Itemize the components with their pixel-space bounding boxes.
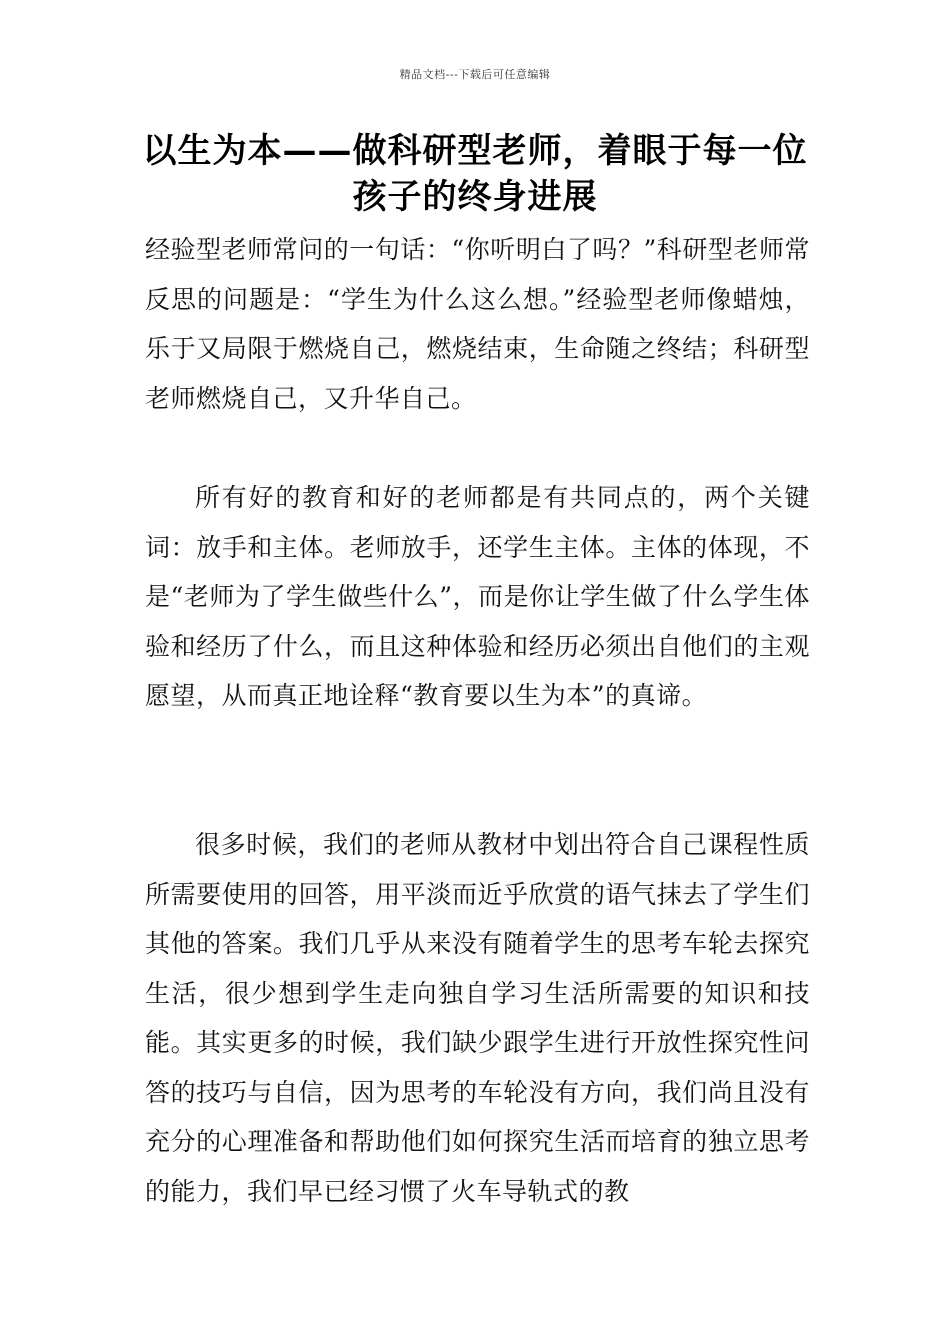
paragraph-1: 经验型老师常问的一句话：“你听明白了吗？”科研型老师常反思的问题是：“学生为什么这么想。”经验型老师像蜡烛，乐于又局限于燃烧自己，燃烧结束，生命随之终结；科研型老师燃烧自己，又升华自己。 <box>145 235 810 413</box>
header-note: 精品文档---下载后可任意编辑 <box>399 68 551 81</box>
paragraph-2: 所有好的教育和好的老师都是有共同点的，两个关键词：放手和主体。老师放手，还学生主体。主体的体现，不是“老师为了学生做些什么”，而是你让学生做了什么学生体验和经历了什么，而且这种体验和经历必须出自他们的主观愿望，从而真正地诠释“教育要以生为本”的真谛。 <box>145 483 810 710</box>
paragraph-3: 很多时候，我们的老师从教材中划出符合自己课程性质所需要使用的回答，用平淡而近乎欣赏的语气抹去了学生们其他的答案。我们几乎从来没有随着学生的思考车轮去探究生活，很少想到学生走向独自学习生活所需要的知识和技能。其实更多的时候，我们缺少跟学生进行开放性探究性问答的技巧与自信，因为思考的车轮没有方向，我们尚且没有充分的心理准备和帮助他们如何探究生活而培育的独立思考的能力，我们早已经习惯了火车导轨式的教 <box>145 830 810 1206</box>
document-title: 以生为本——做科研型老师，着眼于每一位孩子的终身进展 <box>142 131 808 217</box>
